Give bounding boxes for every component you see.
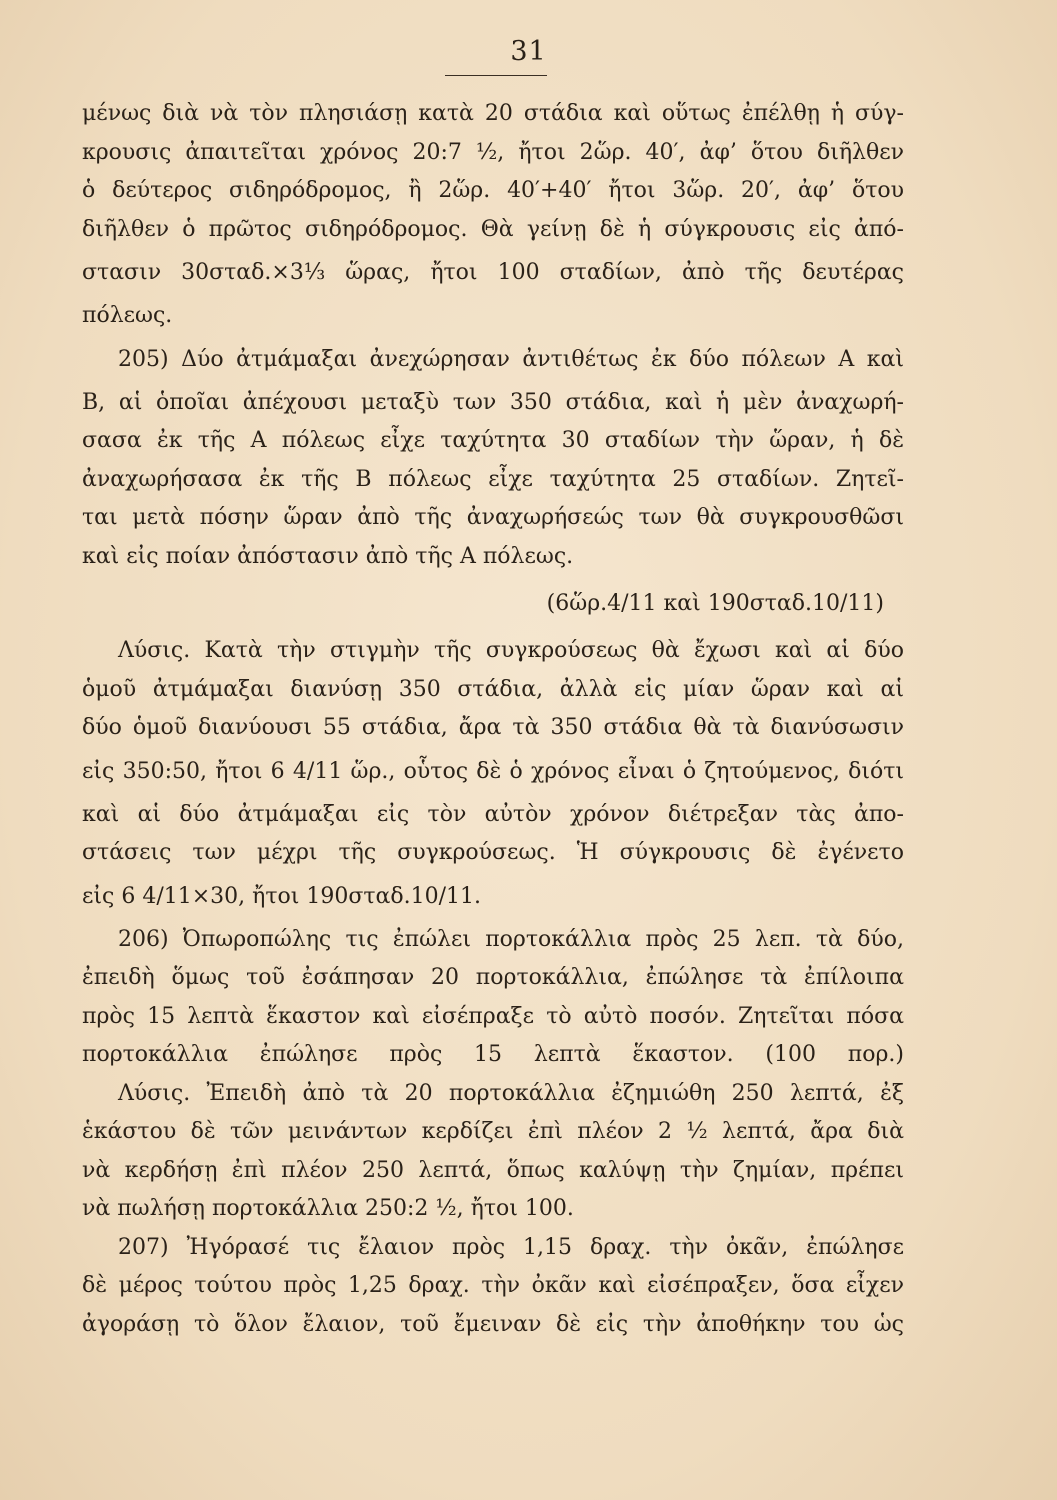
problem-207-start: 207) Ἠγόρασέ τις ἔλαιον πρὸς 1,15 δραχ. τὴν ὀκᾶν, ἐπώλησε — [118, 1234, 904, 1260]
problem-206-start: 206) Ὀπωροπώλης τις ἐπώλει πορτοκάλλια πρὸς 25 λεπ. τὰ δύο, — [118, 926, 904, 952]
text-line: καὶ εἰς ποίαν ἀπόστασιν ἀπὸ τῆς Α πόλεως. — [82, 543, 574, 569]
text-line: ὁ δεύτερος σιδηρόδρομος, ἢ 2ὥρ. 40′+40′ ἤτοι 3ὥρ. 20′, ἀφ’ ὅτου — [82, 178, 904, 203]
body-text — [82, 95, 904, 1344]
solution-205-start: Λύσις. Κατὰ τὴν στιγμὴν τῆς συγκρούσεως θὰ ἔχωσι καὶ αἱ δύο — [118, 638, 904, 663]
text-line: δὲ μέρος τούτου πρὸς 1,25 δραχ. τὴν ὀκᾶν καὶ εἰσέπραξεν, ὅσα εἶχεν — [82, 1273, 904, 1298]
problem-205-start: 205) Δύο ἀτμάμαξαι ἀνεχώρησαν ἀντιθέτως ἐκ δύο πόλεων Α καὶ — [118, 346, 904, 372]
text-line: Β, αἱ ὁποῖαι ἀπέχουσι μεταξὺ των 350 στάδια, καὶ ἡ μὲν ἀναχωρή- — [82, 389, 904, 415]
text-line: στάσεις των μέχρι τῆς συγκρούσεως. Ἡ σύγκρουσις δὲ ἐγένετο — [82, 840, 904, 865]
text-line: πόλεως. — [82, 303, 173, 328]
text-line: ὁμοῦ ἀτμάμαξαι διανύσῃ 350 στάδια, ἀλλὰ εἰς μίαν ὥραν καὶ αἱ — [82, 676, 904, 702]
text-line: μένως διὰ νὰ τὸν πλησιάσῃ κατὰ 20 στάδια καὶ οὕτως ἐπέλθῃ ἡ σύγ- — [82, 101, 904, 126]
text-line: δύο ὁμοῦ διανύουσι 55 στάδια, ἄρα τὰ 350 στάδια θὰ τὰ διανύσωσιν — [82, 715, 904, 740]
text-line: διῆλθεν ὁ πρῶτος σιδηρόδρομος. Θὰ γείνῃ δὲ ἡ σύγκρουσις εἰς ἀπό- — [82, 216, 904, 242]
text-line: καὶ αἱ δύο ἀτμάμαξαι εἰς τὸν αὐτὸν χρόνον διέτρεξαν τὰς ἀπο- — [82, 801, 904, 827]
answer-205: (6ὥρ.4/11 καὶ 190σταδ.10/11) — [546, 591, 884, 616]
text-line: ἀγοράσῃ τὸ ὅλον ἔλαιον, τοῦ ἔμειναν δὲ εἰς τὴν ἀποθήκην του ὡς — [82, 1311, 904, 1337]
text-line: ται μετὰ πόσην ὥραν ἀπὸ τῆς ἀναχωρήσεώς των θὰ συγκρουσθῶσι — [82, 505, 904, 530]
text-line: ἀναχωρήσασα ἐκ τῆς Β πόλεως εἶχε ταχύτητα 25 σταδίων. Ζητεῖ- — [82, 466, 904, 492]
text-line: εἰς 6 4/11×30, ἤτοι 190σταδ.10/11. — [82, 883, 482, 909]
page-number: 31 — [510, 36, 547, 67]
answer-206-line: πορτοκάλλια ἐπώλησε πρὸς 15 λεπτὰ ἕκαστον. (100 πορ.) — [82, 1042, 904, 1067]
text-line: πρὸς 15 λεπτὰ ἕκαστον καὶ εἰσέπραξε τὸ αὐτὸ ποσόν. Ζητεῖται πόσα — [82, 1003, 904, 1029]
text-line: ἑκάστου δὲ τῶν μεινάντων κερδίζει ἐπὶ πλέον 2 ½ λεπτά, ἄρα διὰ — [82, 1119, 904, 1144]
text-line: ἐπειδὴ ὅμως τοῦ ἐσάπησαν 20 πορτοκάλλια, ἐπώλησε τὰ ἐπίλοιπα — [82, 965, 904, 990]
header-rule — [445, 75, 547, 76]
text-line: στασιν 30σταδ.×3⅓ ὥρας, ἤτοι 100 σταδίων, ἀπὸ τῆς δευτέρας — [82, 260, 904, 285]
text-line: νὰ κερδήσῃ ἐπὶ πλέον 250 λεπτά, ὅπως καλύψῃ τὴν ζημίαν, πρέπει — [82, 1157, 904, 1183]
text-line: εἰς 350:50, ἤτοι 6 4/11 ὥρ., οὗτος δὲ ὁ χρόνος εἶναι ὁ ζητούμενος, διότι — [82, 758, 904, 784]
solution-206-start: Λύσις. Ἐπειδὴ ἀπὸ τὰ 20 πορτοκάλλια ἐζημιώθη 250 λεπτά, ἐξ — [118, 1080, 904, 1106]
text-line: σασα ἐκ τῆς Α πόλεως εἶχε ταχύτητα 30 σταδίων τὴν ὥραν, ἡ δὲ — [82, 428, 904, 453]
text-line: νὰ πωλήσῃ πορτοκάλλια 250:2 ½, ἤτοι 100. — [82, 1196, 574, 1221]
text-line: κρουσις ἀπαιτεῖται χρόνος 20:7 ½, ἤτοι 2ὥρ. 40′, ἀφ’ ὅτου διῆλθεν — [82, 139, 904, 165]
